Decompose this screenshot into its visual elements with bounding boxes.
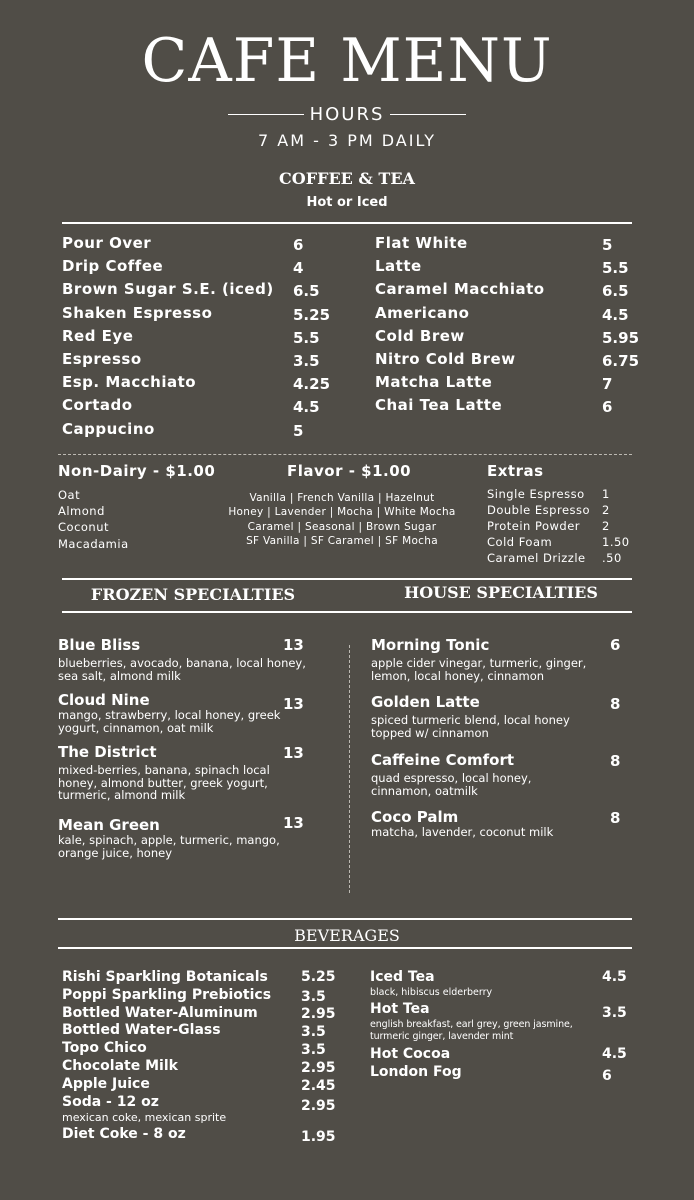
beverage-price: 2.95 xyxy=(301,1098,336,1114)
hours-label: HOURS xyxy=(309,104,385,125)
frozen-item-desc: mixed-berries, banana, spinach local honey, almond butter, greek yogurt, turmeric, almond milk xyxy=(58,763,270,802)
house-item-desc: quad espresso, local honey, cinnamon, oatmilk xyxy=(371,771,532,798)
beverage-item: Topo Chico xyxy=(62,1040,147,1056)
flavor-title: Flavor - $1.00 xyxy=(287,462,412,480)
house-item-name: Morning Tonic xyxy=(371,636,490,654)
flavor-line: Vanilla | French Vanilla | Hazelnut xyxy=(249,492,435,504)
beverage-price: 1.95 xyxy=(301,1129,336,1145)
beverages-section-title: BEVERAGES xyxy=(294,926,400,945)
beverage-price: 3.5 xyxy=(602,1005,627,1021)
house-item-desc: apple cider vinegar, turmeric, ginger, lemon, local honey, cinnamon xyxy=(371,656,587,683)
menu-item: Caramel Macchiato xyxy=(375,280,545,298)
menu-item: Espresso xyxy=(62,350,142,368)
frozen-item-desc: blueberries, avocado, banana, local honey, sea salt, almond milk xyxy=(58,656,306,683)
menu-item: Esp. Macchiato xyxy=(62,373,197,391)
menu-item: Matcha Latte xyxy=(375,373,493,391)
menu-item-price: 6.75 xyxy=(602,352,640,370)
divider xyxy=(58,454,632,455)
menu-item: Americano xyxy=(375,304,470,322)
divider xyxy=(62,222,632,224)
beverage-item: Soda - 12 oz xyxy=(62,1094,159,1110)
menu-item: Drip Coffee xyxy=(62,257,164,275)
menu-item: Cortado xyxy=(62,396,133,414)
beverage-item: Hot Cocoa xyxy=(370,1046,451,1062)
divider xyxy=(62,611,632,613)
extras-item: Single Espresso xyxy=(487,487,585,501)
extras-item: Cold Foam xyxy=(487,535,553,549)
beverage-item: Chocolate Milk xyxy=(62,1058,178,1074)
beverage-item: Rishi Sparkling Botanicals xyxy=(62,969,268,985)
nondairy-item: Almond xyxy=(58,504,105,518)
menu-item: Cappucino xyxy=(62,420,155,438)
house-item-name: Coco Palm xyxy=(371,808,459,826)
menu-item-price: 5.5 xyxy=(602,259,629,277)
menu-item-price: 3.5 xyxy=(293,352,320,370)
menu-item: Pour Over xyxy=(62,234,152,252)
coffee-subtitle: Hot or Iced xyxy=(306,195,388,210)
beverage-desc: black, hibiscus elderberry xyxy=(370,987,493,998)
house-item-desc: matcha, lavender, coconut milk xyxy=(371,825,554,839)
menu-item: Red Eye xyxy=(62,327,134,345)
beverage-item: Bottled Water-Aluminum xyxy=(62,1005,258,1021)
beverage-desc: mexican coke, mexican sprite xyxy=(62,1111,227,1124)
menu-item-price: 6.5 xyxy=(293,282,320,300)
beverage-item: Bottled Water-Glass xyxy=(62,1022,221,1038)
beverage-price: 4.5 xyxy=(602,969,627,985)
flavor-line: Caramel | Seasonal | Brown Sugar xyxy=(247,521,437,533)
extras-price: 1 xyxy=(602,487,610,501)
flavor-line: Honey | Lavender | Mocha | White Mocha xyxy=(228,506,456,518)
house-item-price: 8 xyxy=(610,695,621,713)
beverage-price: 2.95 xyxy=(301,1060,336,1076)
menu-title: CAFE MENU xyxy=(141,26,553,96)
menu-item-price: 6.5 xyxy=(602,282,629,300)
menu-item: Brown Sugar S.E. (iced) xyxy=(62,280,274,298)
beverage-item: London Fog xyxy=(370,1064,462,1080)
frozen-section-title: FROZEN SPECIALTIES xyxy=(90,585,296,604)
extras-price: 2 xyxy=(602,519,610,533)
menu-item: Nitro Cold Brew xyxy=(375,350,516,368)
menu-item-price: 7 xyxy=(602,375,613,393)
menu-item-price: 6 xyxy=(602,398,613,416)
beverage-item: Iced Tea xyxy=(370,969,435,985)
extras-price: 1.50 xyxy=(602,535,630,549)
column-divider xyxy=(349,645,350,893)
frozen-item-desc: mango, strawberry, local honey, greek yogurt, cinnamon, oat milk xyxy=(58,708,281,735)
menu-item: Shaken Espresso xyxy=(62,304,213,322)
menu-item-price: 5.95 xyxy=(602,329,640,347)
hours-time: 7 AM - 3 PM DAILY xyxy=(257,131,437,150)
nondairy-title: Non-Dairy - $1.00 xyxy=(58,462,216,480)
frozen-item-price: 13 xyxy=(283,695,304,713)
menu-item-price: 5.5 xyxy=(293,329,320,347)
beverage-desc: english breakfast, earl grey, green jasmine, turmeric ginger, lavender mint xyxy=(370,1019,573,1042)
frozen-item-price: 13 xyxy=(283,636,304,654)
house-section-title: HOUSE SPECIALTIES xyxy=(404,583,598,602)
menu-item-price: 5 xyxy=(602,236,613,254)
menu-item-price: 5 xyxy=(293,422,304,440)
extras-item: Caramel Drizzle xyxy=(487,551,586,565)
flavor-line: SF Vanilla | SF Caramel | SF Mocha xyxy=(246,535,438,547)
frozen-item-name: Cloud Nine xyxy=(58,691,150,709)
beverage-price: 6 xyxy=(602,1068,612,1084)
coffee-section-title: COFFEE & TEA xyxy=(279,169,415,188)
menu-item-price: 4 xyxy=(293,259,304,277)
house-item-price: 8 xyxy=(610,752,621,770)
menu-item-price: 6 xyxy=(293,236,304,254)
hours-row xyxy=(0,104,694,125)
extras-price: 2 xyxy=(602,503,610,517)
beverage-item: Hot Tea xyxy=(370,1001,430,1017)
menu-item: Cold Brew xyxy=(375,327,465,345)
house-item-price: 6 xyxy=(610,636,621,654)
divider xyxy=(58,947,632,949)
nondairy-item: Coconut xyxy=(58,520,110,534)
menu-item-price: 5.25 xyxy=(293,306,331,324)
extras-title: Extras xyxy=(487,462,544,480)
beverage-item: Diet Coke - 8 oz xyxy=(62,1126,186,1142)
extras-item: Double Espresso xyxy=(487,503,591,517)
menu-item: Flat White xyxy=(375,234,468,252)
menu-item-price: 4.25 xyxy=(293,375,331,393)
house-item-name: Caffeine Comfort xyxy=(371,751,515,769)
frozen-item-price: 13 xyxy=(283,744,304,762)
divider xyxy=(62,578,632,580)
beverage-price: 2.95 xyxy=(301,1006,336,1022)
menu-item: Latte xyxy=(375,257,422,275)
divider xyxy=(58,918,632,920)
frozen-item-price: 13 xyxy=(283,814,304,832)
extras-price: .50 xyxy=(602,551,622,565)
menu-item: Chai Tea Latte xyxy=(375,396,503,414)
frozen-item-name: The District xyxy=(58,743,157,761)
beverage-price: 4.5 xyxy=(602,1046,627,1062)
beverage-item: Apple Juice xyxy=(62,1076,150,1092)
nondairy-item: Macadamia xyxy=(58,537,129,551)
extras-item: Protein Powder xyxy=(487,519,581,533)
beverage-price: 5.25 xyxy=(301,969,336,985)
nondairy-item: Oat xyxy=(58,488,81,502)
beverage-item: Poppi Sparkling Prebiotics xyxy=(62,987,272,1003)
divider xyxy=(228,114,304,116)
beverage-price: 3.5 xyxy=(301,989,326,1005)
beverage-price: 3.5 xyxy=(301,1024,326,1040)
divider xyxy=(390,114,466,116)
frozen-item-name: Mean Green xyxy=(58,816,160,834)
beverage-price: 2.45 xyxy=(301,1078,336,1094)
menu-item-price: 4.5 xyxy=(602,306,629,324)
beverage-price: 3.5 xyxy=(301,1042,326,1058)
house-item-price: 8 xyxy=(610,809,621,827)
house-item-name: Golden Latte xyxy=(371,693,480,711)
frozen-item-desc: kale, spinach, apple, turmeric, mango, orange juice, honey xyxy=(58,833,280,860)
menu-item-price: 4.5 xyxy=(293,398,320,416)
house-item-desc: spiced turmeric blend, local honey topped w/ cinnamon xyxy=(371,713,570,740)
frozen-item-name: Blue Bliss xyxy=(58,636,141,654)
